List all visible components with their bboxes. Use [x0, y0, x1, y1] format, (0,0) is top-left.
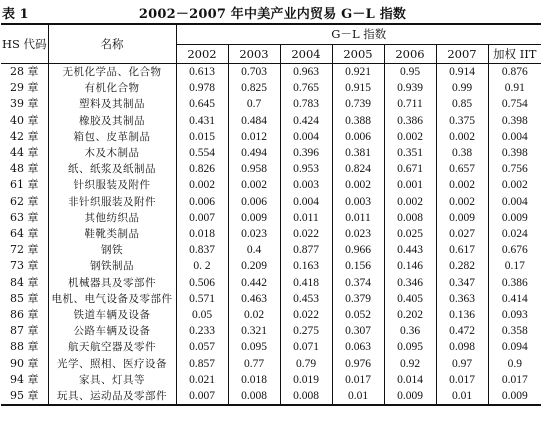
gl-value-cell: 0.914	[436, 64, 488, 81]
weighted-iit-cell: 0.004	[488, 194, 541, 210]
gl-value-cell: 0.009	[436, 210, 488, 226]
hs-code-cell: 90 章	[10, 356, 39, 370]
product-name-cell: 鞋靴类制品	[48, 226, 176, 242]
gl-value-cell: 0.346	[384, 275, 436, 291]
table-row	[1, 291, 541, 307]
gl-value-cell: 0.79	[280, 356, 332, 372]
product-name-cell: 其他纺织品	[48, 210, 176, 226]
gl-value-cell: 0.418	[280, 275, 332, 291]
gl-value-cell: 0.002	[436, 194, 488, 210]
gl-value-cell: 0.202	[384, 307, 436, 323]
product-name-cell: 无机化学品、化合物	[48, 64, 176, 81]
weighted-iit-cell: 0.91	[488, 80, 541, 96]
hs-code-cell: 86 章	[10, 308, 39, 322]
product-name-cell: 非针织服装及附件	[48, 194, 176, 210]
weighted-iit-cell: 0.017	[488, 372, 541, 388]
gl-value-cell: 0.4	[228, 242, 280, 258]
product-name-cell: 机械器具及零部件	[48, 275, 176, 291]
weighted-iit-cell: 0.676	[488, 242, 541, 258]
hs-code-cell: 29 章	[10, 81, 39, 95]
gl-value-cell: 0.004	[280, 194, 332, 210]
hs-code-cell: 39 章	[10, 97, 39, 111]
product-name-cell: 光学、照相、医疗设备	[48, 356, 176, 372]
product-name-cell: 钢铁制品	[48, 258, 176, 274]
product-name-cell: 木及木制品	[48, 145, 176, 161]
gl-value-cell: 0.008	[228, 388, 280, 405]
gl-value-cell: 0.006	[176, 194, 228, 210]
product-name-cell: 有机化合物	[48, 80, 176, 96]
hs-code-cell: 42 章	[10, 129, 39, 143]
gl-value-cell: 0.379	[332, 291, 384, 307]
table-row	[1, 258, 541, 274]
gl-value-cell: 0.018	[176, 226, 228, 242]
gl-value-cell: 0.85	[436, 96, 488, 112]
weighted-iit-cell: 0.009	[488, 388, 541, 405]
gl-value-cell: 0.009	[384, 388, 436, 405]
header-weighted-iit: 加权 IIT	[488, 45, 541, 64]
gl-value-cell: 0.405	[384, 291, 436, 307]
gl-value-cell: 0.613	[176, 64, 228, 81]
weighted-iit-cell: 0.398	[488, 145, 541, 161]
table-row	[1, 145, 541, 161]
gl-value-cell: 0.431	[176, 113, 228, 129]
gl-value-cell: 0.963	[280, 64, 332, 81]
gl-value-cell: 0.857	[176, 356, 228, 372]
gl-value-cell: 0.99	[436, 80, 488, 96]
gl-value-cell: 0.023	[228, 226, 280, 242]
gl-value-cell: 0.01	[436, 388, 488, 405]
table-row	[1, 129, 541, 145]
gl-value-cell: 0.095	[228, 339, 280, 355]
table-row	[1, 307, 541, 323]
weighted-iit-cell: 0.024	[488, 226, 541, 242]
table-row	[1, 161, 541, 177]
hs-code-cell: 84 章	[10, 275, 39, 289]
gl-value-cell: 0.008	[384, 210, 436, 226]
gl-value-cell: 0.877	[280, 242, 332, 258]
weighted-iit-cell: 0.004	[488, 129, 541, 145]
hs-code-cell: 88 章	[10, 340, 39, 354]
gl-value-cell: 0.36	[384, 323, 436, 339]
gl-value-cell: 0.163	[280, 258, 332, 274]
gl-value-cell: 0.571	[176, 291, 228, 307]
product-name-cell: 塑料及其制品	[48, 96, 176, 112]
gl-value-cell: 0.071	[280, 339, 332, 355]
gl-value-cell: 0. 2	[176, 258, 228, 274]
header-year: 2002	[176, 45, 228, 64]
gl-value-cell: 0.494	[228, 145, 280, 161]
gl-value-cell: 0.002	[384, 129, 436, 145]
gl-value-cell: 0.006	[228, 194, 280, 210]
hs-code-cell: 44 章	[10, 146, 39, 160]
gl-value-cell: 0.824	[332, 161, 384, 177]
table-row	[1, 226, 541, 242]
gl-value-cell: 0.386	[384, 113, 436, 129]
table-row	[1, 323, 541, 339]
gl-value-cell: 0.006	[332, 129, 384, 145]
table-row	[1, 275, 541, 291]
gl-value-cell: 0.484	[228, 113, 280, 129]
gl-value-cell: 0.958	[228, 161, 280, 177]
gl-value-cell: 0.025	[384, 226, 436, 242]
gl-value-cell: 0.645	[176, 96, 228, 112]
hs-code-cell: 28 章	[10, 65, 39, 78]
gl-value-cell: 0.351	[384, 145, 436, 161]
weighted-iit-cell: 0.386	[488, 275, 541, 291]
gl-value-cell: 0.01	[332, 388, 384, 405]
gl-value-cell: 0.506	[176, 275, 228, 291]
gl-value-cell: 0.783	[280, 96, 332, 112]
hs-code-cell: 62 章	[10, 194, 39, 208]
product-name-cell: 铁道车辆及设备	[48, 307, 176, 323]
gl-value-cell: 0.233	[176, 323, 228, 339]
gl-value-cell: 0.156	[332, 258, 384, 274]
gl-value-cell: 0.939	[384, 80, 436, 96]
header-year: 2007	[436, 45, 488, 64]
gl-value-cell: 0.424	[280, 113, 332, 129]
gl-value-cell: 0.921	[332, 64, 384, 81]
table-row	[1, 210, 541, 226]
gl-value-cell: 0.002	[384, 194, 436, 210]
header-hs-code: HS 代码	[1, 24, 48, 64]
gl-value-cell: 0.009	[228, 210, 280, 226]
product-name-cell: 钢铁	[48, 242, 176, 258]
gl-value-cell: 0.007	[176, 210, 228, 226]
product-name-cell: 橡胶及其制品	[48, 113, 176, 129]
gl-value-cell: 0.275	[280, 323, 332, 339]
product-name-cell: 针织服装及附件	[48, 177, 176, 193]
gl-value-cell: 0.282	[436, 258, 488, 274]
gl-value-cell: 0.381	[332, 145, 384, 161]
product-name-cell: 航天航空器及零件	[48, 339, 176, 355]
weighted-iit-cell: 0.756	[488, 161, 541, 177]
gl-value-cell: 0.063	[332, 339, 384, 355]
gl-value-cell: 0.765	[280, 80, 332, 96]
table-row	[1, 388, 541, 405]
gl-value-cell: 0.002	[228, 177, 280, 193]
table-row	[1, 242, 541, 258]
gl-value-cell: 0.004	[280, 129, 332, 145]
gl-value-cell: 0.022	[280, 226, 332, 242]
gl-value-cell: 0.027	[436, 226, 488, 242]
gl-value-cell: 0.021	[176, 372, 228, 388]
gl-value-cell: 0.321	[228, 323, 280, 339]
gl-value-cell: 0.307	[332, 323, 384, 339]
table-label: 表 1	[2, 7, 29, 22]
gl-value-cell: 0.92	[384, 356, 436, 372]
header-year: 2003	[228, 45, 280, 64]
hs-code-cell: 95 章	[1, 388, 48, 405]
gl-value-cell: 0.453	[280, 291, 332, 307]
gl-value-cell: 0.052	[332, 307, 384, 323]
header-year: 2006	[384, 45, 436, 64]
gl-value-cell: 0.671	[384, 161, 436, 177]
gl-value-cell: 0.97	[436, 356, 488, 372]
weighted-iit-cell: 0.754	[488, 96, 541, 112]
table-row	[1, 194, 541, 210]
gl-value-cell: 0.003	[332, 194, 384, 210]
table-row	[1, 177, 541, 193]
header-gl-index: G－L 指数	[176, 24, 541, 45]
gl-value-cell: 0.018	[228, 372, 280, 388]
gl-value-cell: 0.375	[436, 113, 488, 129]
gl-value-cell: 0.098	[436, 339, 488, 355]
product-name-cell: 公路车辆及设备	[48, 323, 176, 339]
gl-value-cell: 0.472	[436, 323, 488, 339]
gl-value-cell: 0.146	[384, 258, 436, 274]
product-name-cell: 玩具、运动品及零部件	[48, 388, 176, 405]
header-year: 2004	[280, 45, 332, 64]
gl-value-cell: 0.388	[332, 113, 384, 129]
gl-value-cell: 0.002	[436, 129, 488, 145]
gl-value-cell: 0.011	[332, 210, 384, 226]
hs-code-cell: 85 章	[10, 291, 39, 305]
gl-value-cell: 0.7	[228, 96, 280, 112]
weighted-iit-cell: 0.094	[488, 339, 541, 355]
gl-value-cell: 0.374	[332, 275, 384, 291]
table-row	[1, 64, 541, 81]
gl-value-cell: 0.007	[176, 388, 228, 405]
gl-value-cell: 0.002	[332, 177, 384, 193]
gl-value-cell: 0.012	[228, 129, 280, 145]
table-row	[1, 96, 541, 112]
gl-value-cell: 0.826	[176, 161, 228, 177]
gl-value-cell: 0.978	[176, 80, 228, 96]
table-title: 2002－2007 年中美产业内贸易 G－L 指数	[138, 7, 407, 22]
header-name: 名称	[48, 24, 176, 64]
table-body	[1, 64, 541, 406]
gl-value-cell: 0.554	[176, 145, 228, 161]
gl-value-cell: 0.825	[228, 80, 280, 96]
product-name-cell: 纸、纸浆及纸制品	[48, 161, 176, 177]
gl-value-cell: 0.95	[384, 64, 436, 81]
table-row	[1, 113, 541, 129]
gl-value-cell: 0.095	[384, 339, 436, 355]
gl-value-cell: 0.001	[384, 177, 436, 193]
gl-value-cell: 0.014	[384, 372, 436, 388]
gl-value-cell: 0.739	[332, 96, 384, 112]
gl-value-cell: 0.703	[228, 64, 280, 81]
table-row	[1, 80, 541, 96]
gl-value-cell: 0.209	[228, 258, 280, 274]
gl-value-cell: 0.363	[436, 291, 488, 307]
gl-value-cell: 0.953	[280, 161, 332, 177]
gl-value-cell: 0.017	[332, 372, 384, 388]
weighted-iit-cell: 0.358	[488, 323, 541, 339]
weighted-iit-cell: 0.17	[488, 258, 541, 274]
hs-code-cell: 63 章	[10, 210, 39, 224]
hs-code-cell: 40 章	[10, 113, 39, 127]
gl-value-cell: 0.023	[332, 226, 384, 242]
gl-value-cell: 0.657	[436, 161, 488, 177]
hs-code-cell: 64 章	[10, 227, 39, 241]
gl-value-cell: 0.442	[228, 275, 280, 291]
gl-value-cell: 0.136	[436, 307, 488, 323]
product-name-cell: 箱包、皮革制品	[48, 129, 176, 145]
weighted-iit-cell: 0.876	[488, 64, 541, 81]
gl-value-cell: 0.711	[384, 96, 436, 112]
weighted-iit-cell: 0.414	[488, 291, 541, 307]
gl-value-cell: 0.915	[332, 80, 384, 96]
gl-value-cell: 0.38	[436, 145, 488, 161]
gl-value-cell: 0.022	[280, 307, 332, 323]
gl-value-cell: 0.396	[280, 145, 332, 161]
gl-value-cell: 0.057	[176, 339, 228, 355]
weighted-iit-cell: 0.009	[488, 210, 541, 226]
gl-value-cell: 0.347	[436, 275, 488, 291]
header-year: 2005	[332, 45, 384, 64]
gl-value-cell: 0.976	[332, 356, 384, 372]
hs-code-cell: 72 章	[10, 243, 39, 257]
weighted-iit-cell: 0.093	[488, 307, 541, 323]
gl-value-cell: 0.05	[176, 307, 228, 323]
table-row	[1, 356, 541, 372]
gl-value-cell: 0.443	[384, 242, 436, 258]
gl-value-cell: 0.77	[228, 356, 280, 372]
hs-code-cell: 73 章	[10, 259, 39, 273]
product-name-cell: 电机、电气设备及零部件	[48, 291, 176, 307]
hs-code-cell: 94 章	[10, 372, 39, 386]
weighted-iit-cell: 0.9	[488, 356, 541, 372]
gl-value-cell: 0.463	[228, 291, 280, 307]
weighted-iit-cell: 0.002	[488, 177, 541, 193]
table-row	[1, 339, 541, 355]
hs-code-cell: 87 章	[10, 324, 39, 338]
gl-value-cell: 0.02	[228, 307, 280, 323]
product-name-cell: 家具、灯具等	[48, 372, 176, 388]
weighted-iit-cell: 0.398	[488, 113, 541, 129]
table-header	[1, 24, 541, 64]
gl-index-table	[1, 23, 541, 406]
gl-value-cell: 0.002	[436, 177, 488, 193]
gl-value-cell: 0.003	[280, 177, 332, 193]
gl-value-cell: 0.017	[436, 372, 488, 388]
gl-value-cell: 0.002	[176, 177, 228, 193]
gl-value-cell: 0.837	[176, 242, 228, 258]
table-row	[1, 372, 541, 388]
hs-code-cell: 48 章	[10, 162, 39, 176]
gl-value-cell: 0.011	[280, 210, 332, 226]
gl-value-cell: 0.019	[280, 372, 332, 388]
gl-value-cell: 0.617	[436, 242, 488, 258]
gl-value-cell: 0.015	[176, 129, 228, 145]
gl-value-cell: 0.966	[332, 242, 384, 258]
title-row	[0, 2, 545, 22]
hs-code-cell: 61 章	[10, 178, 39, 192]
gl-value-cell: 0.008	[280, 388, 332, 405]
